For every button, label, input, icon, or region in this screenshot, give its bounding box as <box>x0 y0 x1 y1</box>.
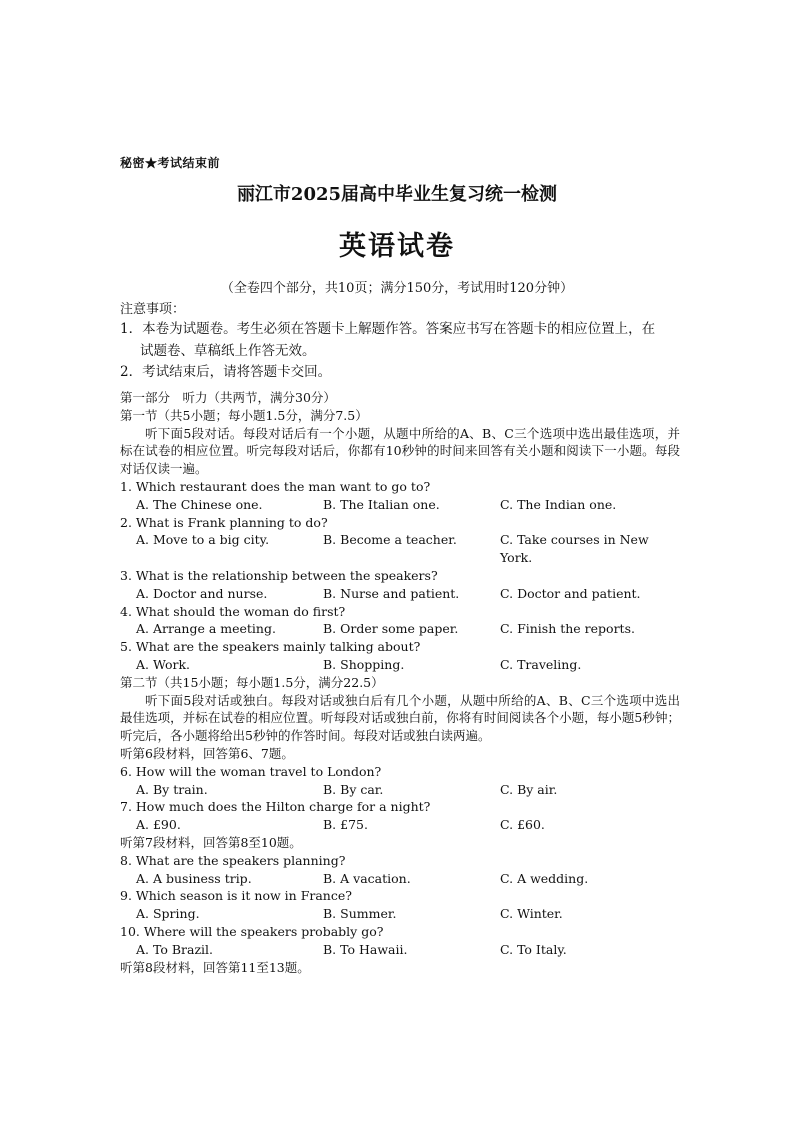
section-2-instructions: 听下面5段对话或独白。每段对话或独白后有几个小题，从题中所给的A、B、C三个选项中选出最佳选项，并标在试卷的相应位置。听每段对话或独白前，你将有时间阅读各个小题，每小题5秒钟；听完后，各小题将给出5秒钟的作答时间。每段对话或独白读两遍。 <box>120 692 680 744</box>
notice-item-2: 2．考试结束后，请将答题卡交回。 <box>120 364 332 380</box>
exam-info: （全卷四个部分，共10页；满分150分，考试用时120分钟） <box>220 281 574 296</box>
subject-title: 英语试卷 <box>339 231 455 262</box>
question-stem: 10. Where will the speakers probably go? <box>120 923 384 939</box>
option-c: C. By air. <box>500 781 558 797</box>
exam-title: 丽江市2025届高中毕业生复习统一检测 <box>236 184 558 205</box>
option-c: C. The Indian one. <box>500 496 617 512</box>
material-6-note: 听第6段材料，回答第6、7题。 <box>120 745 294 761</box>
option-b: B. Summer. <box>323 906 397 922</box>
option-c: C. To Italy. <box>500 941 567 957</box>
option-a: A. Work. <box>136 656 191 672</box>
confidential-label: 秘密★考试结束前 <box>120 156 221 170</box>
option-a: A. Doctor and nurse. <box>136 585 268 601</box>
listening-part <box>120 389 680 976</box>
option-row <box>120 531 680 567</box>
option-b: B. Become a teacher. <box>323 532 457 548</box>
question-stem: 6. How will the woman travel to London? <box>120 763 382 779</box>
option-a: A. Spring. <box>136 906 200 922</box>
option-row <box>120 781 680 799</box>
option-c: C. Take courses in New York. <box>500 532 649 566</box>
section-2-heading: 第二节（共15小题；每小题1.5分，满分22.5） <box>120 674 384 690</box>
option-a: A. £90. <box>136 817 181 833</box>
option-c: C. £60. <box>500 817 545 833</box>
option-c: C. Traveling. <box>500 656 582 672</box>
question-stem: 3. What is the relationship between the speakers? <box>120 567 438 583</box>
question-stem: 4. What should the woman do first? <box>120 603 346 619</box>
notice-item-1 <box>120 318 680 362</box>
option-c: C. Finish the reports. <box>500 621 635 637</box>
question-stem: 9. Which season is it now in France? <box>120 888 352 904</box>
option-row <box>120 656 680 674</box>
section-1-instructions: 听下面5段对话。每段对话后有一个小题，从题中所给的A、B、C三个选项中选出最佳选项，并标在试卷的相应位置。听完每段对话后，你都有10秒钟的时间来回答有关小题和阅读下一小题。每段对话仅读一遍。 <box>120 425 680 477</box>
option-a: A. By train. <box>136 781 208 797</box>
option-b: B. The Italian one. <box>323 496 440 512</box>
section-1-heading: 第一节（共5小题；每小题1.5分，满分7.5） <box>120 407 368 423</box>
notice-item-1-line-2: 试题卷、草稿纸上作答无效。 <box>140 343 316 359</box>
option-row <box>120 620 680 638</box>
option-b: B. £75. <box>323 817 368 833</box>
notice-heading: 注意事项： <box>120 302 186 317</box>
option-row <box>120 905 680 923</box>
notice-item-1-line-1: 1．本卷为试题卷。考生必须在答题卡上解题作答。答案应书写在答题卡的相应位置上，在 <box>120 321 656 337</box>
option-row <box>120 496 680 514</box>
option-row <box>120 941 680 959</box>
option-b: B. Nurse and patient. <box>323 585 460 601</box>
question-stem: 5. What are the speakers mainly talking about? <box>120 639 421 655</box>
part-heading: 第一部分 听力（共两节，满分30分） <box>120 390 336 405</box>
option-row <box>120 816 680 834</box>
option-a: A. Move to a big city. <box>136 532 270 548</box>
option-a: A. The Chinese one. <box>136 496 263 512</box>
option-a: A. A business trip. <box>136 870 252 886</box>
option-row <box>120 585 680 603</box>
option-b: B. By car. <box>323 781 384 797</box>
option-a: A. Arrange a meeting. <box>136 621 276 637</box>
option-row <box>120 870 680 888</box>
option-b: B. A vacation. <box>323 870 411 886</box>
question-stem: 8. What are the speakers planning? <box>120 852 346 868</box>
option-a: A. To Brazil. <box>136 941 214 957</box>
option-c: C. A wedding. <box>500 870 589 886</box>
question-stem: 1. Which restaurant does the man want to go to? <box>120 478 431 494</box>
option-b: B. Order some paper. <box>323 621 459 637</box>
material-7-note: 听第7段材料，回答第8至10题。 <box>120 834 302 850</box>
question-stem: 7. How much does the Hilton charge for a night? <box>120 799 431 815</box>
material-8-note: 听第8段材料，回答第11至13题。 <box>120 959 310 975</box>
option-b: B. Shopping. <box>323 656 405 672</box>
question-stem: 2. What is Frank planning to do? <box>120 514 328 530</box>
option-c: C. Winter. <box>500 906 563 922</box>
question-list-section-1 <box>120 478 680 674</box>
option-c: C. Doctor and patient. <box>500 585 641 601</box>
option-b: B. To Hawaii. <box>323 941 408 957</box>
